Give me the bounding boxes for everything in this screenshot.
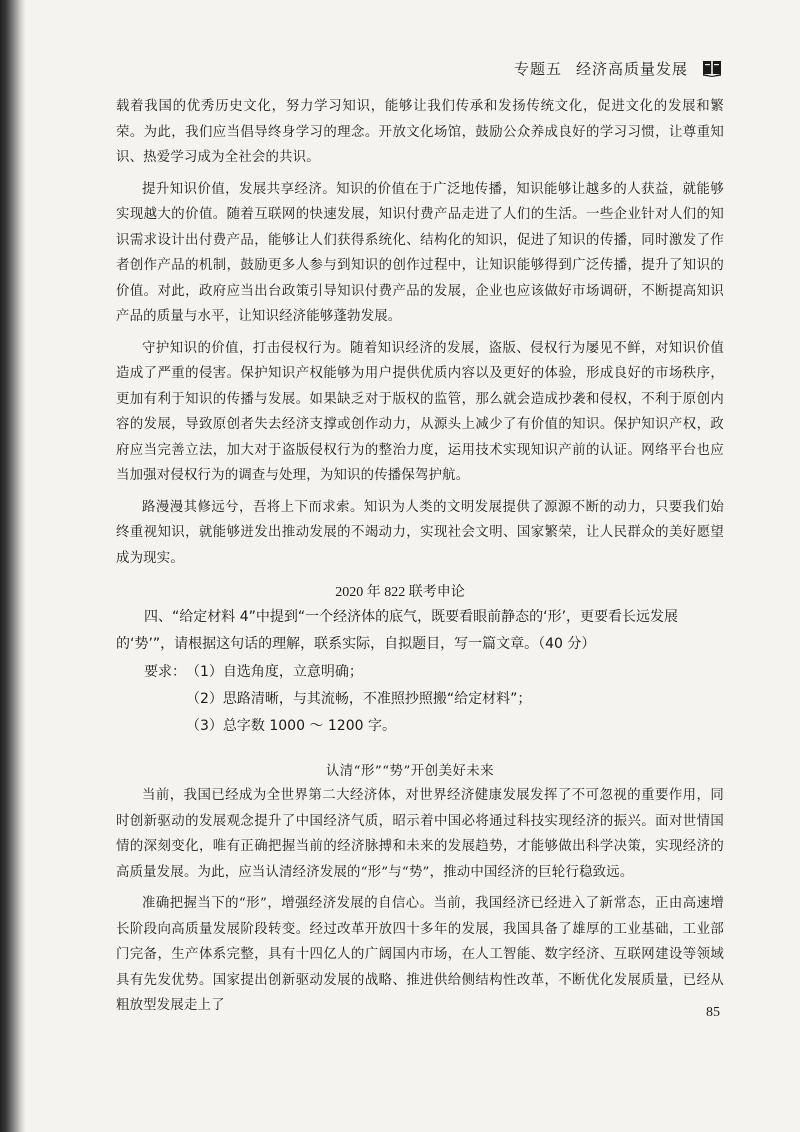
requirement-2: （2）思路清晰，与其流畅，不准照抄照搬“给定材料”；	[186, 691, 532, 707]
prev-paragraph-4: 路漫漫其修远兮，吾将上下而求索。知识为人类的文明发展提供了源源不断的动力，只要我们始终重视知识，就能够迸发出推动发展的不竭动力，实现社会文明、国家繁荣，让人民群众的美好愿望成为现实。	[116, 499, 724, 566]
page-number: 85	[706, 1005, 720, 1020]
requirements-label: 要求：	[144, 664, 186, 680]
exam-title: 2020 年 822 联考申论	[335, 585, 465, 600]
prev-paragraph-3: 守护知识的价值，打击侵权行为。随着知识经济的发展，盗版、侵权行为屡见不鲜，对知识价值造成了严重的侵害。保护知识产权能够为用户提供优质内容以及更好的体验，形成良好的市场秩序，更加有利于知识的传播与发展。如果缺乏对于版权的监管，那么就会造成抄袭和侵权，不利于原创内容的发展，导致原创者失去经济支撑或创作动力，从源头上减少了有价值的知识。保护知识产权，政府应当完善立法，加大对于盗版侵权行为的整治力度，运用技术实现知识产前的认证。网络平台也应当加强对侵权行为的调查与处理，为知识的传播保驾护航。	[116, 340, 724, 483]
sample-essay	[116, 783, 724, 1019]
page-header	[514, 58, 722, 79]
prev-paragraph-2: 提升知识价值，发展共享经济。知识的价值在于广泛地传播，知识能够让越多的人获益，就能够实现越大的价值。随着互联网的快速发展，知识付费产品走进了人们的生活。一些企业针对人们的知识需求设计出付费产品，能够让人们获得系统化、结构化的知识，促进了知识的传播，同时激发了作者创作产品的机制，鼓励更多人参与到知识的创作过程中，让知识能够得到广泛传播，提升了知识的价值。对此，政府应当出台政策引导知识付费产品的发展，企业也应该做好市场调研，不断提高知识产品的质量与水平，让知识经济能够蓬勃发展。	[116, 181, 724, 324]
requirement-1: （1）自选角度，立意明确；	[186, 664, 363, 680]
requirements	[116, 659, 724, 740]
essay-paragraph-1: 当前，我国已经成为全世界第二大经济体，对世界经济健康发展发挥了不可忽视的重要作用，同时创新驱动的发展观念提升了中国经济气质，昭示着中国必将通过科技实现经济的振兴。面对世情国情的深刻变化，唯有正确把握当前的经济脉搏和未来的发展趋势，才能够做出科学决策，实现经济的高质量发展。为此，应当认清经济发展的“形”与“势”，推动中国经济的巨轮行稳致远。	[116, 788, 724, 880]
scan-edge-shadow	[0, 0, 26, 1132]
book-icon	[702, 60, 722, 77]
requirements-list	[186, 659, 531, 740]
requirement-3: （3）总字数 1000 ～ 1200 字。	[186, 718, 396, 734]
header-topic: 专题五	[513, 60, 562, 78]
header-title: 经济高质量发展	[575, 60, 688, 78]
essay-title: 认清“形”“势”开创美好未来	[325, 764, 495, 779]
exam-question-block	[116, 604, 724, 740]
previous-essay	[116, 94, 724, 571]
prev-paragraph-1: 载着我国的优秀历史文化，努力学习知识，能够让我们传承和发扬传统文化，促进文化的发展和繁荣。为此，我们应当倡导终身学习的理念。开放文化场馆，鼓励公众养成良好的学习习惯，让尊重知识、热爱学习成为全社会的共识。	[116, 99, 724, 165]
exam-question: 四、“给定材料 4”中提到“一个经济体的底气，既要看眼前静态的‘形’，更要看长远发展的‘势’”，请根据这句话的理解，联系实际，自拟题目，写一篇文章。（40 分）	[116, 609, 679, 652]
essay-paragraph-2: 准确把握当下的“形”，增强经济发展的自信心。当前，我国经济已经进入了新常态，正由高速增长阶段向高质量发展阶段转变。经过改革开放四十多年的发展，我国具备了雄厚的工业基础，工业部门完备，生产体系完整，具有十四亿人的广阔国内市场，在人工智能、数字经济、互联网建设等领域具有先发优势。国家提出创新驱动发展的战略、推进供给侧结构性改革，不断优化发展质量，已经从粗放型发展走上了	[116, 896, 724, 1013]
